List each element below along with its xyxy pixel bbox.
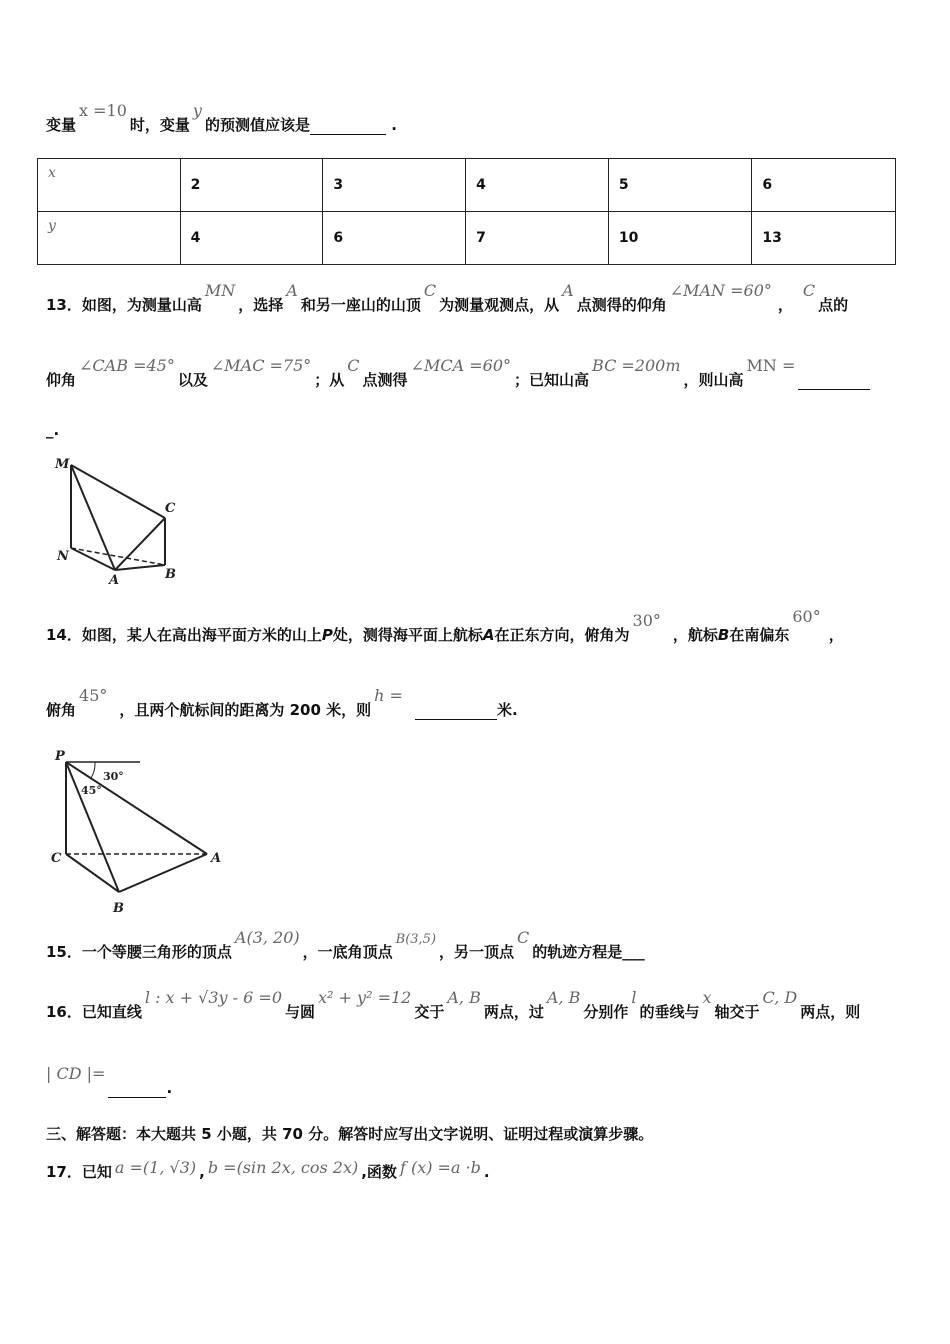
text: B	[717, 626, 730, 644]
label-a: A	[109, 573, 120, 588]
math: B(3,5)	[395, 932, 437, 947]
text: 处，测得海平面上航标	[332, 626, 483, 644]
text: ，航标	[672, 626, 718, 644]
text: 为测量观测点，从	[439, 296, 560, 314]
table-header-cell: y	[38, 212, 181, 265]
table-cell: 6	[752, 159, 896, 212]
math: ∠MAN =60°	[669, 281, 772, 300]
label-c: C	[51, 851, 62, 866]
text: 两点，过	[483, 1003, 544, 1021]
math: BC =200m	[592, 356, 681, 375]
table-cell: 4	[466, 159, 609, 212]
math: A, B	[447, 988, 481, 1007]
text: .	[483, 1163, 490, 1181]
text: ，	[777, 296, 793, 314]
q16-line1	[46, 988, 861, 1022]
answer-blank[interactable]	[108, 1081, 166, 1098]
label-b: B	[113, 901, 124, 916]
label-b: B	[165, 567, 176, 582]
text: ,函数	[361, 1163, 397, 1181]
math: | CD |=	[46, 1064, 106, 1083]
text: 和另一座山的山顶	[300, 296, 421, 314]
text: ，	[828, 626, 844, 644]
text: 分别作	[583, 1003, 629, 1021]
math: C	[347, 356, 360, 375]
math: f (x) =a ·b	[399, 1158, 481, 1177]
text: ；从	[314, 371, 345, 389]
math: 30°	[632, 611, 661, 630]
math: MN	[204, 281, 236, 300]
text: .	[166, 1079, 173, 1097]
text: ，另一顶点	[439, 943, 515, 961]
table-cell: 6	[323, 212, 466, 265]
math: x	[702, 988, 712, 1007]
text: ，则山高	[683, 371, 744, 389]
text: A	[482, 626, 495, 644]
text: 米.	[496, 701, 518, 719]
text: ，且两个航标间的距离为 200 米，则	[119, 701, 372, 719]
answer-blank[interactable]	[798, 373, 870, 390]
text: 仰角	[46, 371, 77, 389]
math: 45°	[79, 686, 108, 705]
q12-tail	[46, 101, 397, 135]
math: C	[802, 281, 816, 300]
text: ，一底角顶点	[302, 943, 393, 961]
math: b =(sin 2x, cos 2x)	[207, 1158, 359, 1177]
math: a =(1, √3)	[114, 1158, 197, 1177]
math: A	[286, 281, 298, 300]
section-heading: 三、解答题：本大题共 5 小题，共 70 分。解答时应写出文字说明、证明过程或演算步骤。	[46, 1125, 654, 1143]
q15	[46, 928, 645, 964]
text: 15．一个等腰三角形的顶点	[46, 943, 232, 961]
q13-figure	[45, 450, 190, 590]
q14-figure	[45, 742, 235, 920]
table-header-cell: x	[38, 159, 181, 212]
text: ,	[199, 1163, 205, 1181]
q14-line2	[46, 686, 518, 720]
label-angle-30: 30°	[103, 770, 124, 783]
text: 两点，则	[800, 1003, 861, 1021]
text: 的轨迹方程是___	[532, 943, 645, 961]
text: 俯角	[46, 701, 77, 719]
table-cell: 13	[752, 212, 896, 265]
math: A	[562, 281, 574, 300]
math: h =	[374, 686, 403, 705]
label-n: N	[57, 549, 69, 564]
text: 的预测值应该是	[204, 116, 310, 134]
math: ∠MAC =75°	[210, 356, 312, 375]
math: l	[631, 988, 637, 1007]
text: 点测得	[362, 371, 408, 389]
answer-blank[interactable]	[310, 118, 386, 135]
text: 与圆	[285, 1003, 316, 1021]
label-m: M	[55, 457, 70, 472]
text: 的垂线与	[639, 1003, 700, 1021]
math: C, D	[762, 988, 798, 1007]
q17	[46, 1158, 490, 1182]
data-table	[37, 158, 896, 265]
q13-line3: _.	[46, 421, 60, 439]
text: .	[391, 116, 397, 134]
text: 13．如图，为测量山高	[46, 296, 202, 314]
text: P	[321, 626, 333, 644]
math: y	[192, 101, 202, 120]
table-cell: 4	[180, 212, 323, 265]
text: 轴交于	[714, 1003, 760, 1021]
text: 在正东方向，俯角为	[494, 626, 630, 644]
math: A, B	[546, 988, 581, 1007]
math: l : x + √3y - 6 =0	[144, 988, 282, 1007]
table-cell: 3	[323, 159, 466, 212]
math: x =10	[79, 101, 127, 120]
label-p: P	[55, 749, 65, 764]
text: 以及	[177, 371, 208, 389]
text: 变量	[46, 116, 77, 134]
table-cell: 5	[608, 159, 752, 212]
math: ∠MCA =60°	[410, 356, 511, 375]
text: 14．如图，某人在高出海平面方米的山上	[46, 626, 322, 644]
table-row	[38, 159, 896, 212]
q14-line1	[46, 607, 844, 645]
math: 60°	[792, 607, 821, 626]
label-c: C	[165, 501, 176, 516]
label-angle-45: 45°	[81, 784, 102, 797]
math: C	[423, 281, 437, 300]
text: 交于	[414, 1003, 445, 1021]
text: ，选择	[238, 296, 284, 314]
math: MN =	[746, 356, 796, 375]
q13-line2	[46, 356, 870, 390]
table-cell: 7	[466, 212, 609, 265]
text: ；已知山高	[514, 371, 590, 389]
text: 点的	[818, 296, 849, 314]
answer-blank[interactable]	[415, 703, 497, 720]
math: x² + y² =12	[318, 988, 412, 1007]
math: A(3, 20)	[234, 928, 300, 947]
math: C	[517, 928, 530, 947]
label-a: A	[211, 851, 222, 866]
table-row	[38, 212, 896, 265]
q16-line2	[46, 1064, 173, 1098]
text: 在南偏东	[729, 626, 790, 644]
q13-line1	[46, 281, 849, 315]
text: 16．已知直线	[46, 1003, 142, 1021]
table-cell: 2	[180, 159, 323, 212]
math: ∠CAB =45°	[79, 356, 175, 375]
text: 17．已知	[46, 1163, 112, 1181]
table-cell: 10	[608, 212, 752, 265]
text: 点测得的仰角	[576, 296, 667, 314]
text: 时，变量	[129, 116, 190, 134]
